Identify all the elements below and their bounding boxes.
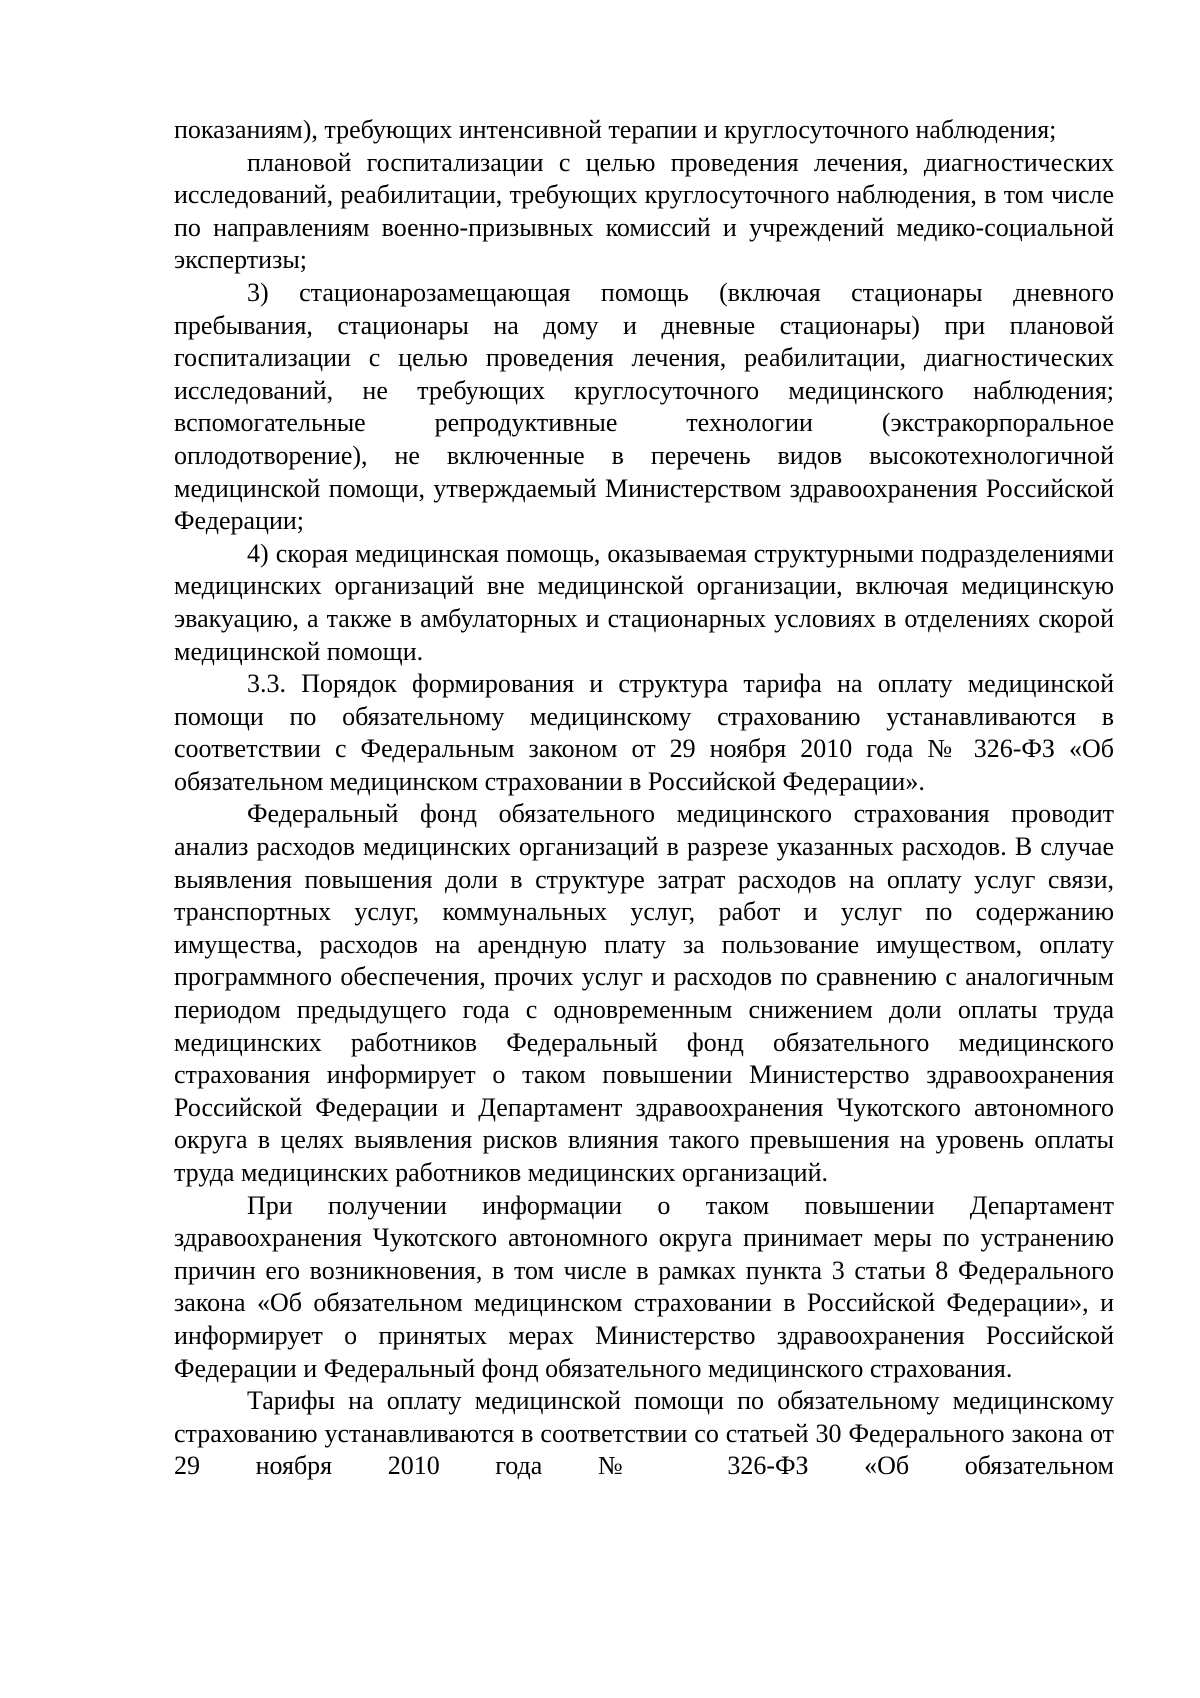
paragraph-tariffs: Тарифы на оплату медицинской помощи по обязательному медицинскому страхованию устанавливаются в соответствии со статьей 30 Федерального закона от 29 ноября 2010 года № 326-ФЗ «Об обязательном: [174, 1386, 1114, 1481]
paragraph-observation: показаниям), требующих интенсивной терапии и круглосуточного наблюдения;: [174, 115, 1057, 144]
paragraph-department-measures: При получении информации о таком повышении Департамент здравоохранения Чукотского автономного округа принимает меры по устранению причин его возникновения, в том числе в рамках пункта 3 статьи 8 Федерального закона «Об обязательном медицинском страховании в Российской Федерации», и информирует о принятых мерах Министерство здравоохранения Российской Федерации и Федеральный фонд обязательного медицинского страхования.: [174, 1190, 1114, 1383]
paragraph-section-3-3: 3.3. Порядок формирования и структура тарифа на оплату медицинской помощи по обязательному медицинскому страхованию устанавливаются в соответствии с Федеральным законом от 29 ноября 2010 года № 326-ФЗ «Об обязательном медицинском страховании в Российской Федерации».: [174, 669, 1114, 796]
paragraph-emergency-care: 4) скорая медицинская помощь, оказываемая структурными подразделениями медицинских организаций вне медицинской организации, включая медицинскую эвакуацию, а также в амбулаторных и стационарных условиях в отделениях скорой медицинской помощи.: [174, 538, 1114, 666]
paragraph-day-hospital-care: 3) стационарозамещающая помощь (включая стационары дневного пребывания, стационары на дому и дневные стационары) при плановой госпитализации с целью проведения лечения, реабилитации, диагностических исследований, не требующих круглосуточного медицинского наблюдения; вспомогательные репродуктивные технологии (экстракорпоральное оплодотворение), не включенные в перечень видов высокотехнологичной медицинской помощи, утверждаемый Министерством здравоохранения Российской Федерации;: [174, 277, 1114, 536]
paragraph-federal-fund-analysis: Федеральный фонд обязательного медицинского страхования проводит анализ расходов медицинских организаций в разрезе указанных расходов. В случае выявления повышения доли в структуре затрат расходов на оплату услуг связи, транспортных услуг, коммунальных услуг, работ и услуг по содержанию имущества, расходов на арендную плату за пользование имуществом, оплату программного обеспечения, прочих услуг и расходов по сравнению с аналогичным периодом предыдущего года с одновременным снижением доли оплаты труда медицинских работников Федеральный фонд обязательного медицинского страхования информирует о таком повышении Министерство здравоохранения Российской Федерации и Департамент здравоохранения Чукотского автономного округа в целях выявления рисков влияния такого превышения на уровень оплаты труда медицинских работников медицинских организаций.: [174, 799, 1114, 1187]
paragraph-planned-hospitalization: плановой госпитализации с целью проведения лечения, диагностических исследований, реабилитации, требующих круглосуточного наблюдения, в том числе по направлениям военно-призывных комиссий и учреждений медико-социальной экспертизы;: [174, 147, 1114, 275]
document-page: [174, 114, 1114, 1483]
